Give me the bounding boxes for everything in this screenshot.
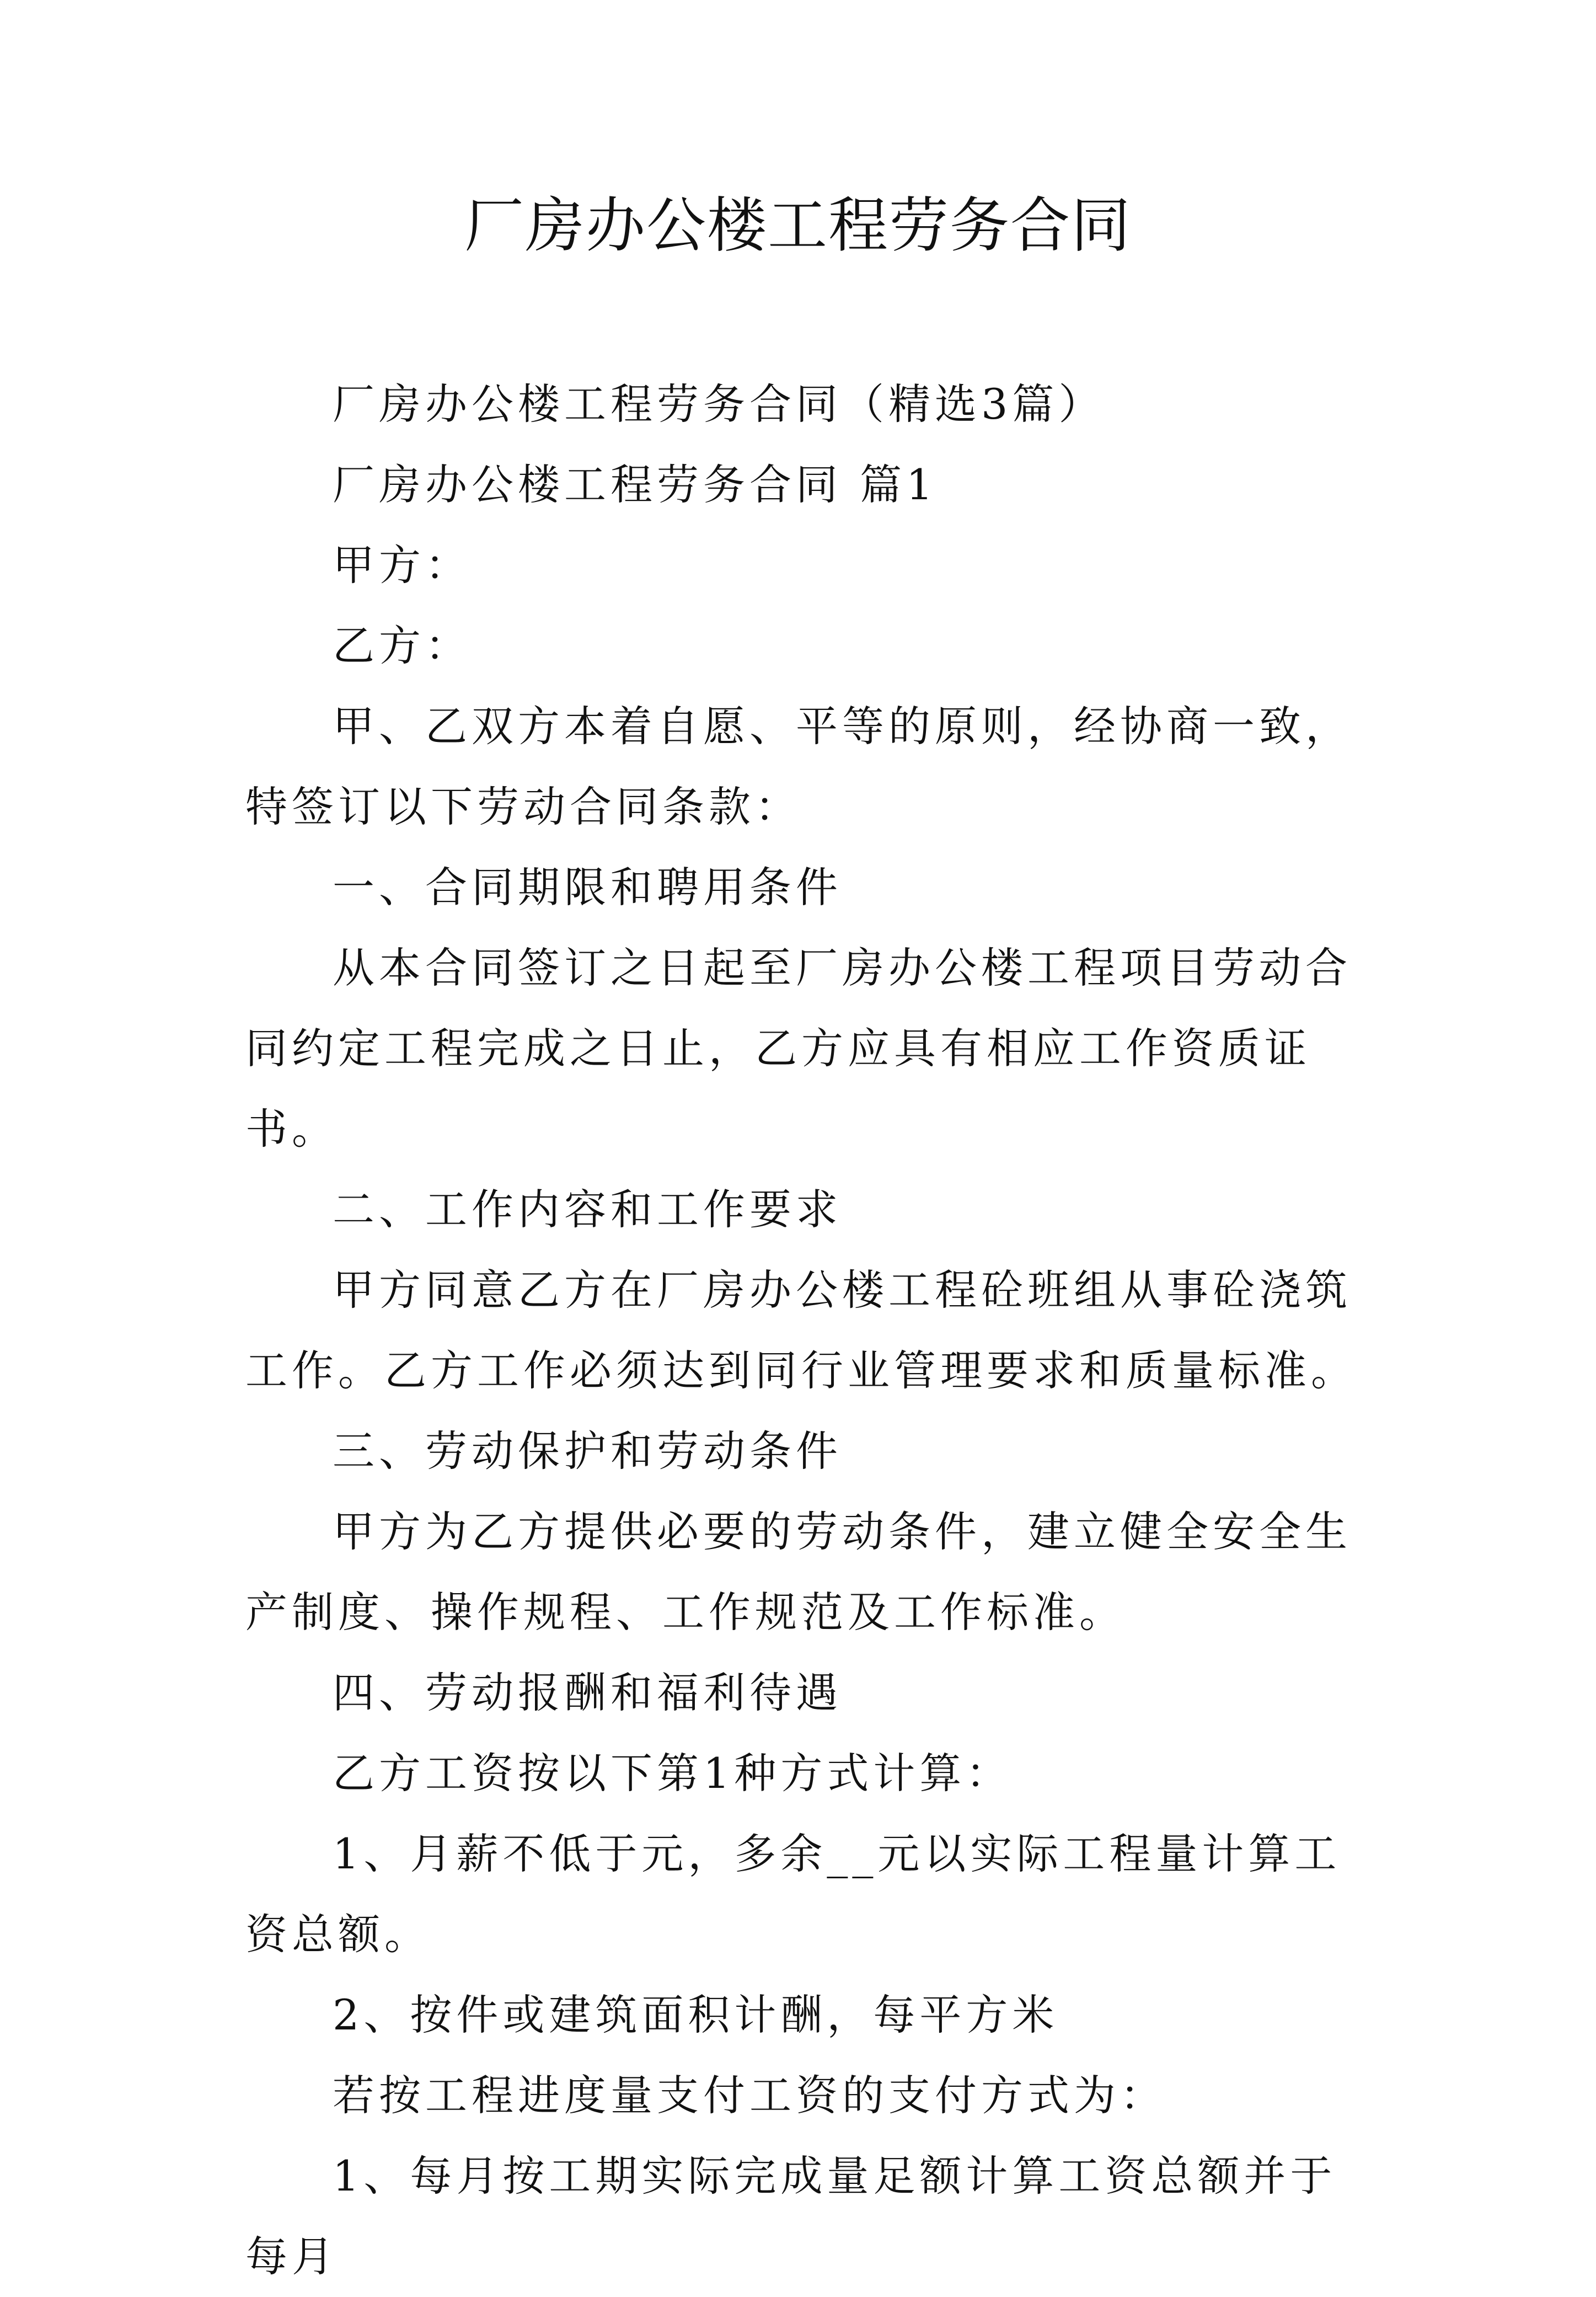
clause-text-3: 甲方为乙方提供必要的劳动条件，建立健全安全生产制度、操作规程、工作规范及工作标准。 [245, 1507, 1352, 1637]
paragraph-subtitle: 厂房办公楼工程劳务合同（精选3篇） [333, 380, 1105, 429]
clause-text-5: 若按工程进度量支付工资的支付方式为： [333, 2071, 1166, 2120]
clause-heading-1: 一、合同期限和聘用条件 [333, 863, 842, 912]
clause-text-1: 从本合同签订之日起至厂房办公楼工程项目劳动合同约定工程完成之日止，乙方应具有相应工作资质证书。 [245, 943, 1352, 1153]
clause-heading-3: 三、劳动保护和劳动条件 [333, 1427, 842, 1476]
clause-item-1: 1、月薪不低于元，多余__元以实际工程量计算工资总额。 [245, 1829, 1341, 1959]
paragraph-party-b: 乙方： [333, 621, 472, 670]
paragraph-section-heading: 厂房办公楼工程劳务合同 篇1 [333, 460, 938, 509]
paragraph-party-a: 甲方： [333, 541, 472, 590]
clause-text-4: 乙方工资按以下第1种方式计算： [333, 1749, 1013, 1798]
clause-item-3: 1、每月按工期实际完成量足额计算工资总额并于每月 [245, 2151, 1337, 2281]
document-title: 厂房办公楼工程劳务合同 [464, 191, 1132, 260]
clause-heading-4: 四、劳动报酬和福利待遇 [333, 1668, 842, 1717]
document-body [245, 364, 1365, 2297]
paragraph-intro: 甲、乙双方本着自愿、平等的原则，经协商一致，特签订以下劳动合同条款： [245, 702, 1352, 831]
clause-heading-2: 二、工作内容和工作要求 [333, 1185, 842, 1234]
clause-text-2: 甲方同意乙方在厂房办公楼工程砼班组从事砼浇筑工作。乙方工作必须达到同行业管理要求和质量标准。 [245, 1265, 1357, 1395]
clause-item-2: 2、按件或建筑面积计酬，每平方米 [333, 1990, 1059, 2039]
